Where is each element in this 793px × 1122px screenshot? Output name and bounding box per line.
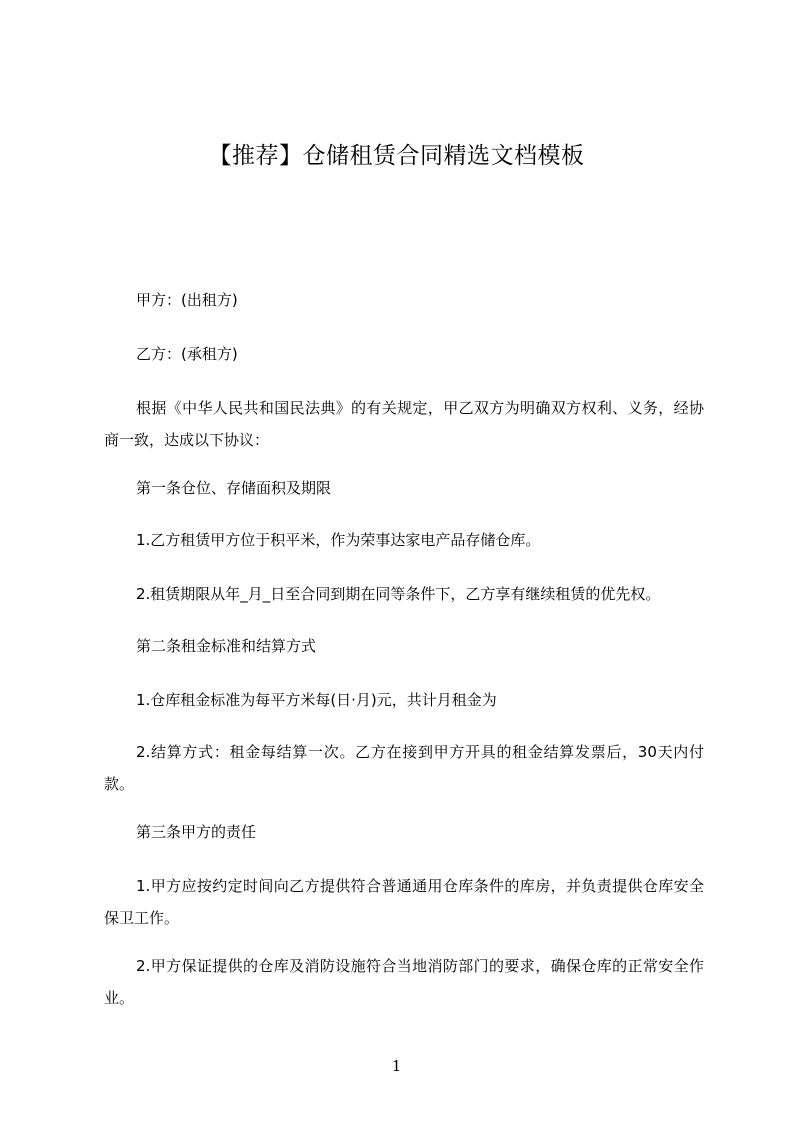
paragraph-party-a: 甲方：(出租方) xyxy=(136,291,238,309)
paragraph-1-1: 1.乙方租赁甲方位于积平米，作为荣事达家电产品存储仓库。 xyxy=(136,531,541,549)
paragraph-preamble: 根据《中华人民共和国民法典》的有关规定，甲乙双方为明确双方权利、义务，经协商一致，达成以下协议： xyxy=(104,399,704,449)
paragraph-3-2: 2.甲方保证提供的仓库及消防设施符合当地消防部门的要求，确保仓库的正常安全作业。 xyxy=(104,957,704,1007)
section-heading-1: 第一条仓位、存储面积及期限 xyxy=(136,479,332,497)
section-heading-3: 第三条甲方的责任 xyxy=(136,823,257,841)
paragraph-3-1: 1.甲方应按约定时间向乙方提供符合普通通用仓库条件的库房，并负责提供仓库安全保卫工作。 xyxy=(104,877,704,927)
document-title: 【推荐】仓储租赁合同精选文档模板 xyxy=(208,143,585,169)
paragraph-1-2: 2.租赁期限从年_月_日至合同到期在同等条件下，乙方享有继续租赁的优先权。 xyxy=(136,585,661,603)
section-heading-2: 第二条租金标准和结算方式 xyxy=(136,637,317,655)
page-number: 1 xyxy=(391,1057,402,1075)
paragraph-party-b: 乙方：(承租方) xyxy=(136,345,238,363)
paragraph-2-2: 2.结算方式：租金每结算一次。乙方在接到甲方开具的租金结算发票后，30天内付款。 xyxy=(104,743,704,793)
paragraph-2-1: 1.仓库租金标准为每平方米每(日·月)元，共计月租金为 xyxy=(136,691,497,709)
